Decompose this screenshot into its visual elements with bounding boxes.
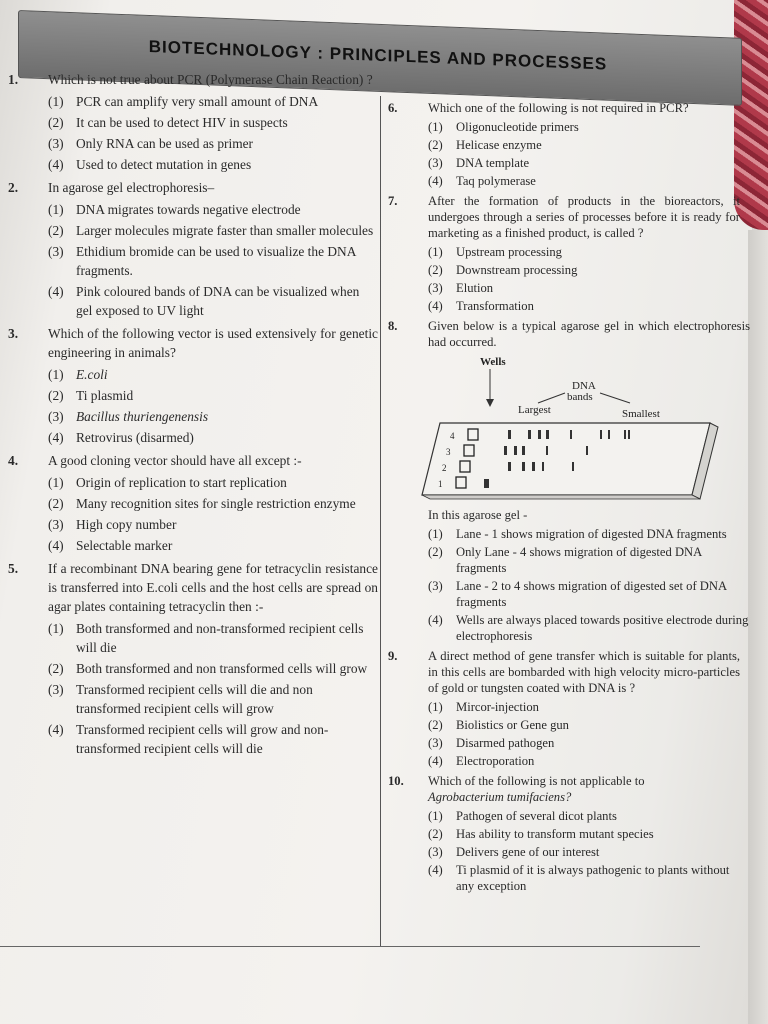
question-number: 1. <box>8 72 19 87</box>
bottom-rule <box>0 946 700 947</box>
question-4 <box>8 451 378 557</box>
largest-arrow <box>538 393 565 403</box>
option: (1) Oligonucleotide primers <box>428 120 579 134</box>
question-stem-continued: In this agarose gel - <box>428 508 528 522</box>
option: (4) Pink coloured bands of DNA can be visualized when gel exposed to UV light <box>48 284 360 318</box>
band <box>572 462 574 471</box>
question-stem: In agarose gel electrophoresis– <box>48 180 215 195</box>
option: (2) Both transformed and non transformed cells will grow <box>48 661 368 676</box>
question-number: 3. <box>8 326 19 341</box>
option: (2) Biolistics or Gene gun <box>428 718 569 732</box>
smallest-label: Smallest <box>622 408 660 420</box>
option: (3) Ethidium bromide can be used to visualize the DNA fragments. <box>48 244 356 278</box>
option: (4) Electroporation <box>428 754 535 768</box>
band <box>586 446 588 455</box>
band <box>624 430 626 439</box>
wells-label: Wells <box>480 356 506 368</box>
bands-label: bands <box>567 391 593 403</box>
band <box>522 462 525 471</box>
largest-label: Largest <box>518 404 551 416</box>
band <box>532 462 535 471</box>
band <box>504 446 507 455</box>
option: (2) Has ability to transform mutant species <box>428 827 654 841</box>
question-stem <box>428 773 740 805</box>
option: (3) Delivers gene of our interest <box>428 845 600 859</box>
question-2 <box>8 178 378 322</box>
question-stem: After the formation of products in the bioreactors, it undergoes through a series of processes before it is ready for marketing as a finished product, is called ? <box>428 194 740 240</box>
band <box>542 462 544 471</box>
question-stem: Given below is a typical agarose gel in which electrophoresis had occurred. <box>428 319 750 349</box>
question-10 <box>388 773 740 896</box>
question-9 <box>388 648 740 771</box>
band-lane-1 <box>484 479 489 488</box>
band <box>628 430 630 439</box>
question-6 <box>388 100 740 191</box>
option: (1) Pathogen of several dicot plants <box>428 809 617 823</box>
band <box>600 430 602 439</box>
question-stem: A direct method of gene transfer which is suitable for plants, in this cells are bombarded with high velocity micro-particles of gold or tungsten coated with DNA is ? <box>428 649 740 695</box>
band <box>528 430 531 439</box>
question-8 <box>388 318 750 646</box>
question-stem: Which of the following vector is used extensively for genetic engineering in animals? <box>48 326 378 360</box>
band <box>546 446 548 455</box>
right-column <box>388 100 750 898</box>
option: (4) Retrovirus (disarmed) <box>48 430 194 445</box>
option: (3) High copy number <box>48 517 177 532</box>
question-number: 5. <box>8 561 19 576</box>
question-5 <box>8 559 378 760</box>
option: (4) Taq polymerase <box>428 174 536 188</box>
lane-number: 1 <box>438 479 443 489</box>
question-number: 7. <box>388 194 398 208</box>
option: (4) Used to detect mutation in genes <box>48 157 252 172</box>
option: (1) PCR can amplify very small amount of DNA <box>48 94 319 109</box>
option: (1) Mircor-injection <box>428 700 539 714</box>
band <box>508 462 511 471</box>
band <box>570 430 572 439</box>
option: (3) Lane - 2 to 4 shows migration of digested set of DNA fragments <box>428 579 727 609</box>
option: (2) It can be used to detect HIV in suspects <box>48 115 288 130</box>
option: (1) Origin of replication to start replication <box>48 475 287 490</box>
dna-label: DNA <box>572 380 596 392</box>
question-number: 6. <box>388 101 398 115</box>
option: (3) Disarmed pathogen <box>428 736 555 750</box>
band <box>538 430 541 439</box>
option: (1) Both transformed and non-transformed recipient cells will die <box>48 621 364 655</box>
band <box>546 430 549 439</box>
option: (1) Upstream processing <box>428 245 562 259</box>
option: (2) Downstream processing <box>428 263 578 277</box>
page-title: BIOTECHNOLOGY : PRINCIPLES AND PROCESSES <box>148 37 608 74</box>
question-stem: Which one of the following is not required in PCR? <box>428 101 689 115</box>
band <box>608 430 610 439</box>
option: (1) DNA migrates towards negative electrode <box>48 202 301 217</box>
column-divider <box>380 96 381 946</box>
left-column <box>8 70 378 762</box>
question-number: 4. <box>8 453 19 468</box>
question-number: 10. <box>388 774 404 788</box>
option: (4) Transformed recipient cells will grow and non-transformed recipient cells will die <box>48 722 329 756</box>
question-stem-italic: Agrobacterium tumifaciens? <box>428 790 572 804</box>
option: (4) Ti plasmid of it is always pathogenic to plants without any exception <box>428 863 730 893</box>
gel-diagram-svg <box>410 353 750 503</box>
option: (3) Only RNA can be used as primer <box>48 136 254 151</box>
option: (2) Helicase enzyme <box>428 138 542 152</box>
question-3 <box>8 324 378 449</box>
option: (3) Transformed recipient cells will die and non transformed recipient cells will grow <box>48 682 313 716</box>
smallest-arrow <box>600 393 630 403</box>
question-number: 2. <box>8 180 19 195</box>
gel-diagram <box>410 353 750 503</box>
option: (1) Lane - 1 shows migration of digested DNA fragments <box>428 527 727 541</box>
question-number: 9. <box>388 649 398 663</box>
option: (2) Ti plasmid <box>48 388 134 403</box>
lane-number: 2 <box>442 463 447 473</box>
option: (4) Selectable marker <box>48 538 173 553</box>
question-stem: Which is not true about PCR (Polymerase Chain Reaction) ? <box>48 72 373 87</box>
lane-number: 3 <box>446 447 451 457</box>
option: (3) DNA template <box>428 156 530 170</box>
background-edge <box>748 230 768 1024</box>
question-1 <box>8 70 378 176</box>
option: (2) Many recognition sites for single restriction enzyme <box>48 496 356 511</box>
option: (4) Transformation <box>428 299 534 313</box>
wells-arrowhead <box>486 399 494 407</box>
option: (2) Only Lane - 4 shows migration of digested DNA fragments <box>428 545 702 575</box>
question-number: 8. <box>388 319 398 333</box>
option: (1) E.coli <box>48 367 108 382</box>
question-stem: A good cloning vector should have all except :- <box>48 453 302 468</box>
gel-slab-bottom <box>422 495 700 499</box>
question-stem-text: Which of the following is not applicable to <box>428 774 645 788</box>
band <box>514 446 517 455</box>
gel-slab <box>422 423 710 495</box>
band <box>508 430 511 439</box>
option: (3) Elution <box>428 281 494 295</box>
option: (2) Larger molecules migrate faster than smaller molecules <box>48 223 374 238</box>
question-stem: If a recombinant DNA bearing gene for tetracyclin resistance is transferred into E.coli cells and the host cells are spread on agar plates containing tetracyclin then :- <box>48 561 378 614</box>
band <box>522 446 525 455</box>
option: (4) Wells are always placed towards positive electrode during electrophoresis <box>428 613 749 643</box>
lane-number: 4 <box>450 431 455 441</box>
question-7 <box>388 193 740 316</box>
option: (3) Bacillus thuriengenensis <box>48 409 209 424</box>
